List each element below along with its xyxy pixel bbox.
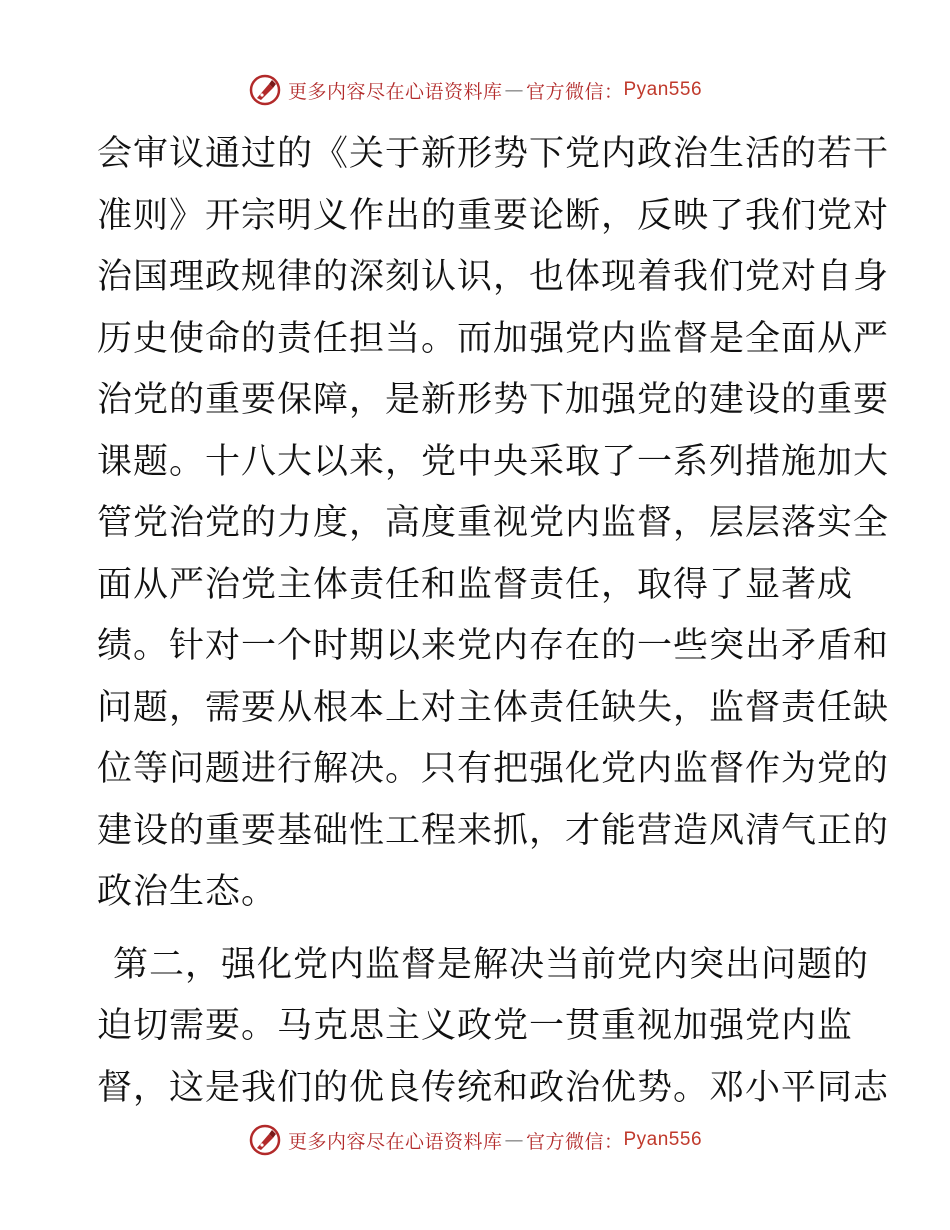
banner-text: 更多内容尽在心语资料库: [287, 1130, 503, 1153]
paragraph-1: [97, 124, 890, 924]
text-line: 建设的重要基础性工程来抓，才能营造风清气正的: [97, 810, 890, 851]
text-line: 迫切需要。马克思主义政党一贯重视加强党内监: [97, 1006, 854, 1046]
text-line: 面从严治党主体责任和监督责任，取得了显著成: [97, 564, 854, 605]
document-body: [97, 124, 890, 1119]
text-line: 督，这是我们的优良传统和政治优势。邓小平同志: [97, 1067, 890, 1108]
text-line: 第二，强化党内监督是解决当前党内突出问题的: [113, 944, 870, 985]
banner-separator: —: [504, 1129, 524, 1151]
paragraph-2: [97, 935, 890, 1120]
text-line: 绩。针对一个时期以来党内存在的一些突出矛盾和: [97, 626, 890, 666]
banner-text: 更多内容尽在心语资料库: [287, 80, 503, 103]
banner-wechat-label: 官方微信：: [525, 80, 624, 103]
banner-wechat-id: Pyan556: [623, 79, 703, 100]
text-line: 政治生态。: [97, 872, 278, 912]
text-line: 准则》开宗明义作出的重要论断，反映了我们党对: [97, 195, 890, 236]
text-line: 课题。十八大以来，党中央采取了一系列措施加大: [97, 441, 890, 482]
text-line: 历史使命的责任担当。而加强党内监督是全面从严: [97, 318, 890, 359]
text-line: 管党治党的力度，高度重视党内监督，层层落实全: [97, 503, 890, 543]
text-line: 问题，需要从根本上对主体责任缺失，监督责任缺: [97, 687, 890, 728]
banner-separator: —: [504, 79, 524, 101]
footer-banner: [0, 1122, 950, 1158]
pen-nib-logo-icon: [248, 1123, 282, 1157]
text-line: 治国理政规律的深刻认识，也体现着我们党对自身: [97, 257, 890, 297]
banner-wechat-id: Pyan556: [623, 1129, 703, 1150]
banner-wechat-label: 官方微信：: [525, 1130, 624, 1153]
header-banner: [0, 72, 950, 108]
paragraph-gap: [97, 924, 857, 935]
text-line: 位等问题进行解决。只有把强化党内监督作为党的: [97, 749, 890, 789]
text-line: 会审议通过的《关于新形势下党内政治生活的若干: [97, 134, 890, 174]
text-line: 治党的重要保障，是新形势下加强党的建设的重要: [97, 380, 890, 420]
pen-nib-logo-icon: [248, 73, 282, 107]
